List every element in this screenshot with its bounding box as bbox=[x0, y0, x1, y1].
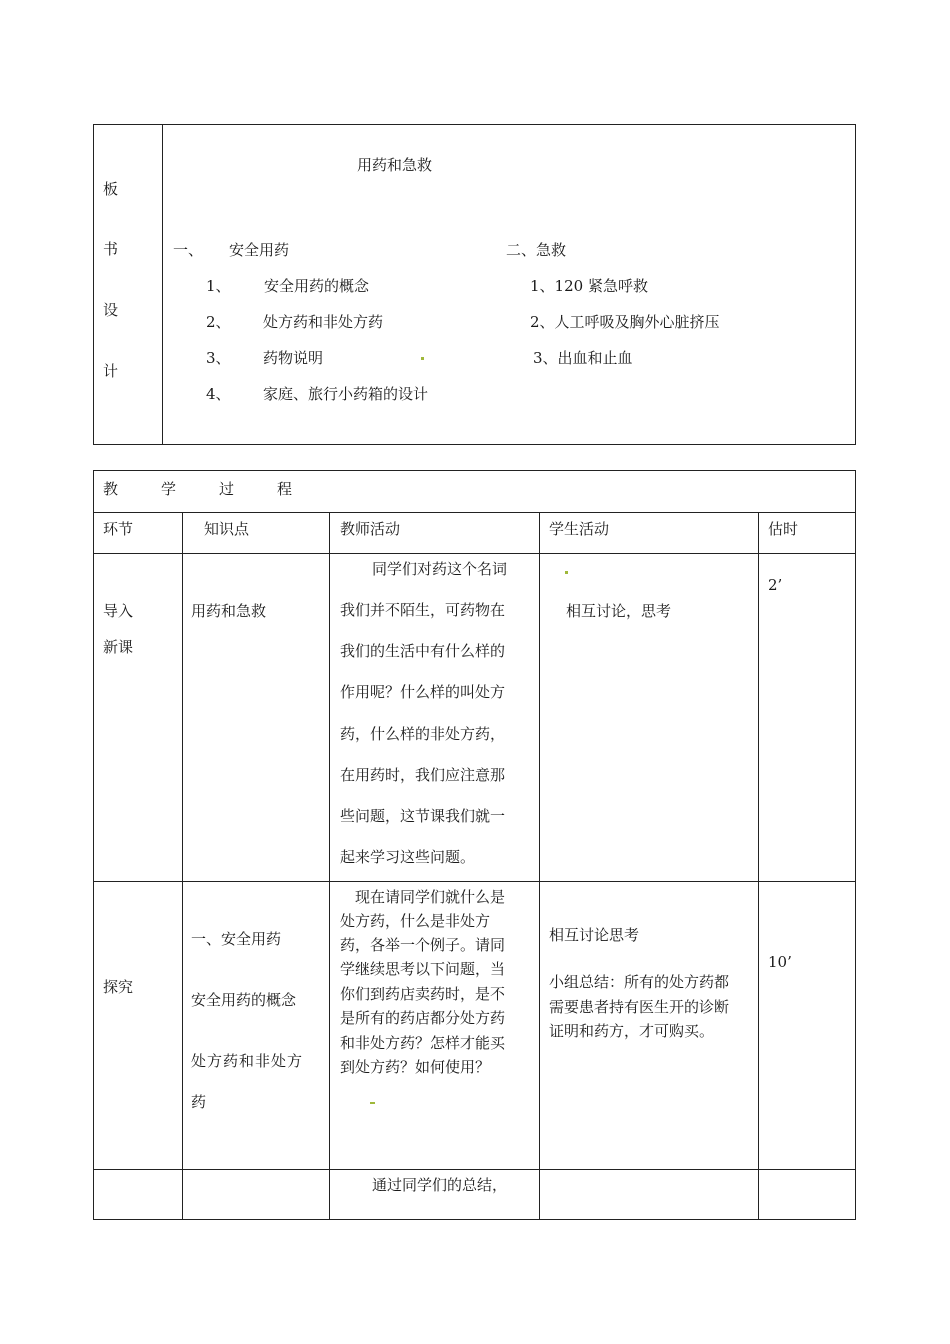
row2-knowledge-line: 安全用药的概念 bbox=[191, 991, 297, 1009]
board-right-heading: 二、急救 bbox=[506, 241, 567, 259]
board-side-char-2: 书 bbox=[103, 240, 119, 258]
col-divider-4 bbox=[758, 512, 759, 1220]
row1-teacher-line: 我们并不陌生，可药物在 bbox=[340, 601, 506, 619]
row2-teacher-line: 现在请同学们就什么是 bbox=[355, 888, 506, 906]
row2-teacher-line: 你们到药店卖药时，是不 bbox=[340, 985, 506, 1003]
board-left-item-1: 安全用药的概念 bbox=[264, 277, 370, 295]
ink-speck bbox=[370, 1102, 375, 1104]
row2-teacher-line: 是所有的药店都分处方药 bbox=[340, 1009, 506, 1027]
row2-teacher-line: 到处方药？如何使用？ bbox=[340, 1058, 491, 1076]
row2-teacher-line: 和非处方药？怎样才能买 bbox=[340, 1034, 506, 1052]
board-left-item-3: 药物说明 bbox=[263, 349, 324, 367]
board-left-item-4: 家庭、旅行小药箱的设计 bbox=[263, 385, 429, 403]
row2-teacher-line: 处方药，什么是非处方 bbox=[340, 912, 491, 930]
row2-student-line: 相互讨论思考 bbox=[549, 926, 640, 944]
process-header-divider bbox=[93, 553, 856, 554]
header-teacher: 教师活动 bbox=[340, 520, 401, 538]
ink-speck bbox=[421, 357, 424, 360]
col-divider-1 bbox=[182, 512, 183, 1220]
process-table bbox=[93, 470, 856, 1220]
board-divider bbox=[162, 124, 163, 445]
row2-student-line: 需要患者持有医生开的诊断 bbox=[549, 998, 730, 1016]
row1-teacher-line: 我们的生活中有什么样的 bbox=[340, 642, 506, 660]
row2-time: 10’ bbox=[768, 953, 792, 971]
row1-student: 相互讨论，思考 bbox=[566, 602, 672, 620]
board-left-item-num-3: 3、 bbox=[206, 349, 231, 367]
header-student: 学生活动 bbox=[549, 520, 610, 538]
ink-speck bbox=[565, 571, 568, 574]
board-side-char-4: 计 bbox=[103, 362, 119, 380]
board-left-item-num-4: 4、 bbox=[206, 385, 231, 403]
row3-teacher: 通过同学们的总结， bbox=[372, 1176, 508, 1194]
board-right-item-2: 2、人工呼吸及胸外心脏挤压 bbox=[530, 313, 720, 331]
board-left-item-2: 处方药和非处方药 bbox=[263, 313, 384, 331]
header-stage: 环节 bbox=[103, 520, 134, 538]
row2-knowledge-line: 药 bbox=[191, 1093, 207, 1111]
row2-stage: 探究 bbox=[103, 978, 134, 996]
board-left-item-num-2: 2、 bbox=[206, 313, 231, 331]
row2-knowledge-line: 处方药和非处方 bbox=[191, 1052, 304, 1070]
row1-knowledge: 用药和急救 bbox=[191, 602, 267, 620]
process-title: 教 学 过 程 bbox=[103, 480, 307, 498]
board-right-item-1: 1、120 紧急呼救 bbox=[530, 277, 648, 295]
process-title-divider bbox=[93, 512, 856, 513]
process-row2-divider bbox=[93, 1169, 856, 1170]
header-knowledge: 知识点 bbox=[204, 520, 250, 538]
board-left-heading-num: 一、 bbox=[173, 241, 204, 259]
row1-stage-line-2: 新课 bbox=[103, 638, 134, 656]
board-left-item-num-1: 1、 bbox=[206, 277, 231, 295]
row1-teacher-line: 药，什么样的非处方药， bbox=[340, 725, 506, 743]
board-left-heading: 安全用药 bbox=[229, 241, 290, 259]
row1-teacher-line: 些问题，这节课我们就一 bbox=[340, 807, 506, 825]
row1-teacher-line: 在用药时，我们应注意那 bbox=[340, 766, 506, 784]
row2-student-line: 小组总结：所有的处方药都 bbox=[549, 973, 730, 991]
row1-teacher-line: 起来学习这些问题。 bbox=[340, 848, 476, 866]
row2-teacher-line: 药，各举一个例子。请同 bbox=[340, 936, 506, 954]
row1-stage-line-1: 导入 bbox=[103, 602, 134, 620]
process-row1-divider bbox=[93, 881, 856, 882]
row2-student-line: 证明和药方，才可购买。 bbox=[549, 1022, 715, 1040]
board-title: 用药和急救 bbox=[357, 156, 433, 174]
row1-teacher-line: 作用呢？什么样的叫处方 bbox=[340, 683, 506, 701]
board-right-item-3: 3、出血和止血 bbox=[533, 349, 633, 367]
col-divider-3 bbox=[539, 512, 540, 1220]
col-divider-2 bbox=[329, 512, 330, 1220]
board-side-char-1: 板 bbox=[103, 180, 119, 198]
board-side-char-3: 设 bbox=[103, 301, 119, 319]
row1-time: 2’ bbox=[768, 576, 783, 594]
row2-knowledge-line: 一、安全用药 bbox=[191, 930, 282, 948]
header-time: 估时 bbox=[768, 520, 799, 538]
row1-teacher-line: 同学们对药这个名词 bbox=[372, 560, 508, 578]
row2-teacher-line: 学继续思考以下问题，当 bbox=[340, 960, 506, 978]
